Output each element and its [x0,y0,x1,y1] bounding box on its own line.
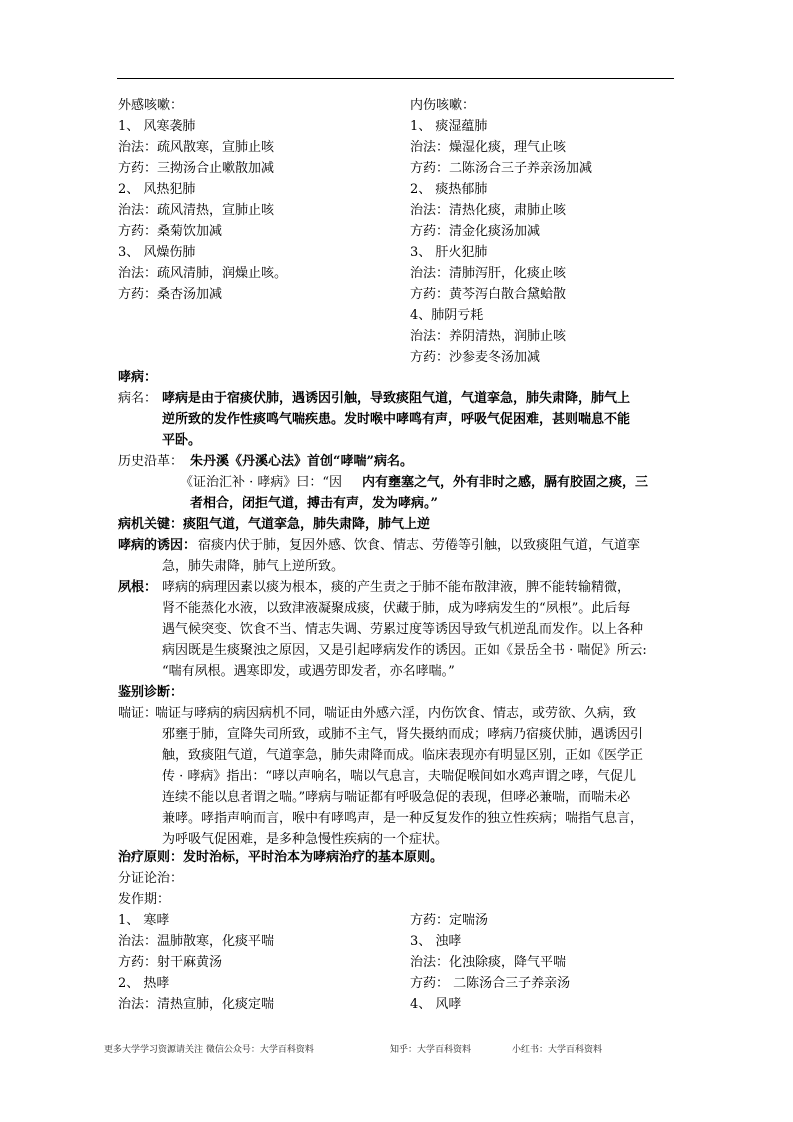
diff-line: 触，致痰阻气道，气道挛急，肺失肃降而成。临床表现亦有明显区别，正如《医学正 [162,748,644,763]
diff-line: 为呼吸气促困难，是多种急慢性疾病的一个症状。 [162,832,449,847]
trigger-line: 宿痰内伏于肺，复因外感、饮食、情志、劳倦等引触，以致痰阻气道，气道挛 [198,538,641,553]
text-line: 1、 痰湿蕴肺 [410,119,488,134]
text-line: 方药：三拗汤合止嗽散加减 [118,161,275,176]
text-line: 3、 肝火犯肺 [410,245,488,260]
root-line: 肾不能蒸化水液，以致津液凝聚成痰，伏藏于肺，成为哮病发生的“夙根”。此后每 [162,601,631,616]
footer-wechat: 更多大学学习资源请关注 微信公众号：大学百科资料 [104,1045,314,1055]
text-line: 方药：桑杏汤加减 [118,287,223,302]
text-line: 治法：疏风散寒，宣肺止咳 [118,140,275,155]
text-line: 方药： 二陈汤合三子养亲汤 [410,976,571,991]
text-line: 3、 风燥伤肺 [118,245,196,260]
text-line: 治法：疏风清热，宣肺止咳 [118,203,275,218]
xiao-heading: 哮病： [118,370,158,385]
history-text: 朱丹溪《丹溪心法》首创“哮喘”病名。 [190,454,413,469]
external-cough-heading: 外感咳嗽： [118,98,184,113]
text-line: 2、 痰热郁肺 [410,182,488,197]
history-label: 历史沿革： [118,454,184,469]
syndrome-heading: 分证论治： [118,871,184,886]
diff-line: 喘证与哮病的病因病机不同，喘证由外感六淫，内伤饮食、情志，或劳欲、久病，致 [155,706,637,721]
disease-name-line: 平卧。 [162,433,202,448]
footer-zhihu: 知乎：大学百科资料 [390,1045,472,1055]
text-line: 方药：射干麻黄汤 [118,955,223,970]
attack-heading: 发作期： [118,892,171,907]
text-line: 2、 风热犯肺 [118,182,196,197]
text-line: 方药：桑菊饮加减 [118,224,223,239]
text-line: 治法：清热化痰，肃肺止咳 [410,203,567,218]
header-rule [117,78,674,79]
diff-line: 连续不能以息者谓之喘。”哮病与喘证都有呼吸急促的表现，但哮必兼喘，而喘未必 [162,790,631,805]
key-mechanism: 病机关键：痰阻气道，气道挛急，肺失肃降，肺气上逆 [118,517,431,532]
quote-text: 内有壅塞之气，外有非时之感，膈有胶固之痰，三 [362,475,649,490]
text-line: 治法：燥湿化痰，理气止咳 [410,140,567,155]
text-line: 方药：定喘汤 [410,913,489,928]
root-line: 遇气候突变、饮食不当、情志失调、劳累过度等诱因导致气机逆乱而发作。以上各种 [162,622,644,637]
quote-prefix: 《证治汇补 · 哮病》曰：“因 [180,475,343,490]
text-line: 1、 寒哮 [118,913,170,928]
text-line: 2、 热哮 [118,976,170,991]
root-line: 病因既是生痰聚浊之原因，又是引起哮病发作的诱因。正如《景岳全书 · 喘促》所云: [162,643,647,658]
text-line: 方药：沙参麦冬汤加减 [410,350,541,365]
text-line: 3、 浊哮 [410,934,462,949]
footer-xiaohongshu: 小红书：大学百科资料 [512,1045,603,1055]
internal-cough-heading: 内伤咳嗽： [410,98,476,113]
treatment-principle: 治疗原则：发时治标，平时治本为哮病治疗的基本原则。 [118,850,444,865]
quote-text: 者相合，闭拒气道，搏击有声，发为哮病。” [190,496,438,511]
disease-name-line: 哮病是由于宿痰伏肺，遇诱因引触，导致痰阻气道，气道挛急，肺失肃降，肺气上 [162,391,631,406]
text-line: 治法：疏风清肺，润燥止咳。 [118,266,288,281]
text-line: 治法：清肺泻肝，化痰止咳 [410,266,567,281]
diff-line: 传 · 哮病》指出：“哮以声响名，喘以气息言，夫喘促喉间如水鸡声谓之哮，气促儿 [162,769,637,784]
text-line: 治法：化浊除痰，降气平喘 [410,955,567,970]
disease-name-line: 逆所致的发作性痰鸣气喘疾患。发时喉中哮鸣有声，呼吸气促困难，甚则喘息不能 [162,412,631,427]
text-line: 治法：温肺散寒，化痰平喘 [118,934,275,949]
text-line: 方药：二陈汤合三子养亲汤加减 [410,161,593,176]
trigger-label: 哮病的诱因： [118,538,197,553]
diff-label: 喘证： [118,706,158,721]
root-line: “喘有夙根。遇寒即发，或遇劳即发者，亦名哮喘。” [162,664,455,679]
root-line: 哮病的病理因素以痰为根本，痰的产生责之于肺不能布散津液，脾不能转输精微， [162,580,631,595]
diff-line: 兼哮。哮指声响而言，喉中有哮鸣声，是一种反复发作的独立性疾病；喘指气息言， [162,811,644,826]
text-line: 方药：黄芩泻白散合黛蛤散 [410,287,567,302]
text-line: 1、 风寒袭肺 [118,119,196,134]
text-line: 4、 风哮 [410,997,462,1012]
text-line: 治法：清热宣肺，化痰定喘 [118,997,275,1012]
diff-line: 邪壅于肺，宣降失司所致，或肺不主气，肾失摄纳而成；哮病乃宿痰伏肺，遇诱因引 [162,727,644,742]
text-line: 4、肺阴亏耗 [410,308,484,323]
trigger-line: 急，肺失肃降，肺气上逆所致。 [162,559,345,574]
diff-heading: 鉴别诊断： [118,685,184,700]
text-line: 治法：养阴清热，润肺止咳 [410,329,567,344]
disease-name-label: 病名： [118,391,158,406]
root-label: 夙根： [118,580,158,595]
text-line: 方药：清金化痰汤加减 [410,224,541,239]
